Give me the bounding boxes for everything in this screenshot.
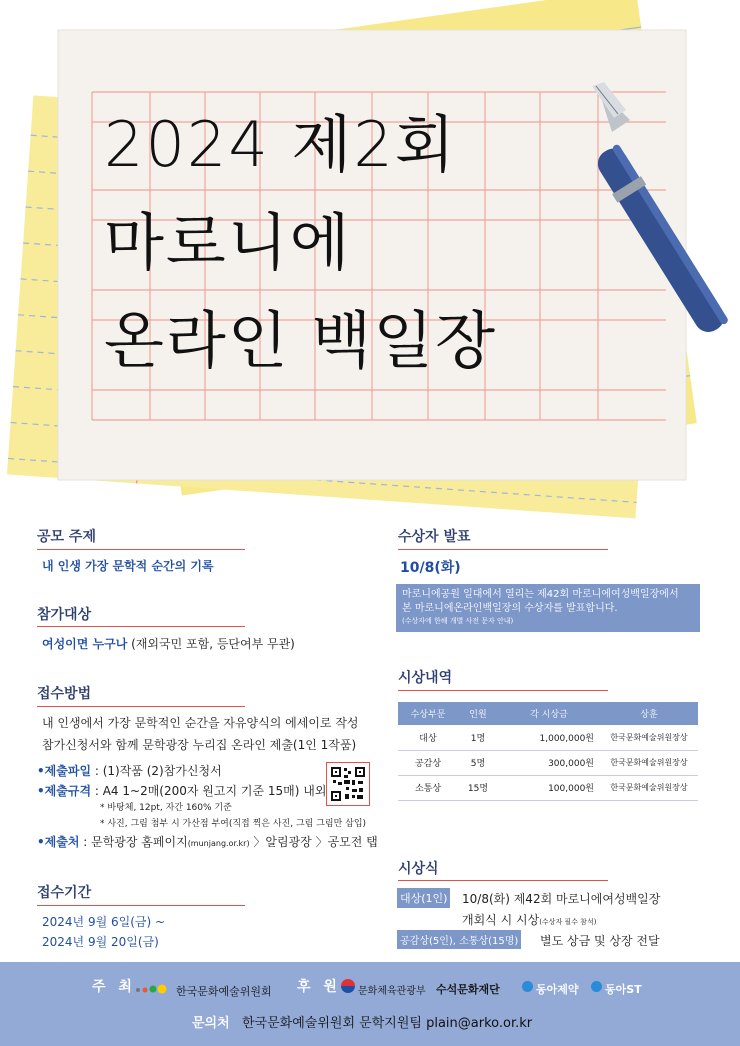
footer	[0, 962, 740, 1046]
divider	[398, 549, 608, 550]
donga-icon	[522, 981, 533, 992]
table-header-cell: 수상부문	[410, 710, 446, 720]
sponsor-donga-pharm: 동아제약	[536, 983, 579, 996]
donga-st-icon	[591, 981, 602, 992]
table-cell: 대상	[419, 733, 437, 744]
ceremony-tag2: 공감상(5인), 소통상(15명)	[397, 930, 521, 949]
table-header-cell: 인원	[469, 710, 487, 720]
sponsor-mcst: 문화체육관광부	[358, 986, 426, 997]
ceremony-text1b-small: (수상자 필수 참석)	[539, 918, 597, 926]
divider	[37, 626, 245, 627]
table-cell: 300,000원	[548, 759, 594, 769]
title-line2: 마로니에	[104, 206, 352, 279]
table-cell: 100,000원	[548, 784, 594, 794]
where-text2: 〉알림광장 〉공모전 탭	[249, 835, 378, 849]
divider	[37, 706, 245, 707]
ceremony-text1a: 10/8(화) 제42회 마로니에여성백일장	[462, 892, 661, 906]
sponsor-suseok: 수석문화재단	[436, 983, 500, 996]
method-note2: * 사진, 그림 첨부 시 가산점 부여(직접 찍은 사진, 그림 그림만 삽입)	[100, 819, 367, 829]
footer-host-label: 주 최	[92, 979, 136, 995]
footer-contact-label: 문의처	[192, 1016, 230, 1031]
table-cell: 1명	[470, 733, 486, 744]
table-header-cell: 각 시상금	[530, 710, 568, 720]
table-cell: 한국문화예술위원장상	[610, 732, 688, 742]
method-files	[37, 762, 222, 779]
table-cell: 1,000,000원	[539, 733, 594, 744]
page-title	[104, 96, 664, 390]
table-cell: 소통상	[414, 784, 442, 794]
section-title-ceremony: 시상식	[398, 861, 439, 877]
footer-sponsor-label: 후 원	[297, 979, 341, 995]
prize-table	[398, 702, 698, 801]
announce-line1: 마로니에공원 일대에서 열리는 제42회 마로니에여성백일장에서	[402, 589, 679, 600]
section-title-eligibility: 참가대상	[37, 607, 92, 623]
eligibility-rest: (재외국민 포함, 등단여부 무관)	[127, 637, 295, 651]
spec-text: : A4 1~2매(200자 원고지 기준 15매) 내외	[91, 784, 327, 798]
method-note1: * 바탕체, 12pt, 자간 160% 기준	[100, 803, 232, 813]
footer-contact-text: 한국문화예술위원회 문학지원팀 plain@arko.or.kr	[242, 1016, 533, 1031]
table-cell: 15명	[467, 784, 489, 794]
section-title-method: 접수방법	[37, 686, 92, 702]
method-spec	[37, 782, 326, 799]
where-small: (munjang.or.kr)	[187, 839, 250, 848]
prize-table-header	[398, 702, 698, 725]
method-where	[37, 833, 378, 850]
table-header-cell: 상훈	[640, 710, 658, 720]
eligibility-emph: 여성이면 누구나	[42, 637, 128, 651]
spec-label: •제출규격	[37, 784, 92, 798]
table-row	[398, 725, 698, 750]
footer-host-org: 한국문화예술위원회	[176, 985, 272, 998]
divider	[37, 549, 245, 550]
ceremony-tag1: 대상(1인)	[397, 888, 450, 908]
files-text: : (1)작품 (2)참가신청서	[91, 764, 222, 778]
method-line2: 참가신청서와 함께 문학광장 누리집 온라인 제출(1인 1작품)	[42, 738, 357, 752]
table-row	[398, 775, 698, 800]
table-cell: 5명	[470, 759, 486, 769]
eligibility-text	[42, 635, 295, 652]
table-cell: 한국문화예술위원장상	[610, 758, 688, 767]
method-line1: 내 인생에서 가장 문학적인 순간을 자유양식의 에세이로 작성	[42, 716, 359, 730]
ceremony-text1b-main: 개회식 시 시상	[462, 913, 540, 927]
table-cell: 공감상	[414, 759, 442, 769]
section-title-period: 접수기간	[37, 885, 92, 901]
ceremony-text1b	[462, 911, 596, 928]
table-row	[398, 750, 698, 775]
announce-line2: 본 마로니에온라인백일장의 수상자를 발표합니다.	[402, 603, 618, 614]
announce-small: (수상자에 한해 개별 사전 문자 안내)	[402, 617, 514, 625]
qr-code[interactable]	[326, 762, 370, 806]
sponsor-donga-st: 동아ST	[605, 983, 642, 996]
table-cell: 한국문화예술위원장상	[610, 783, 688, 792]
files-label: •제출파일	[37, 764, 92, 778]
divider	[398, 880, 608, 881]
arko-logo-icon	[132, 982, 170, 996]
announce-date: 10/8(화)	[400, 560, 461, 576]
section-title-announce: 수상자 발표	[398, 529, 471, 545]
where-text1: : 문학광장 홈페이지	[79, 835, 188, 849]
divider	[37, 905, 245, 906]
period-line2: 2024년 9월 20일(금)	[42, 935, 159, 949]
taegeuk-icon	[341, 979, 355, 993]
ceremony-text2: 별도 상금 및 상장 전달	[540, 934, 660, 948]
theme-text: 내 인생 가장 문학적 순간의 기록	[42, 559, 214, 573]
title-line3: 온라인 백일장	[104, 304, 498, 377]
period-line1: 2024년 9월 6일(금) ~	[42, 915, 166, 929]
section-title-theme: 공모 주제	[37, 529, 96, 545]
announce-box	[396, 584, 700, 632]
divider	[398, 690, 608, 691]
where-label: •제출처	[37, 835, 80, 849]
section-title-prizes: 시상내역	[398, 670, 453, 686]
title-line1: 2024 제2회	[104, 108, 457, 181]
